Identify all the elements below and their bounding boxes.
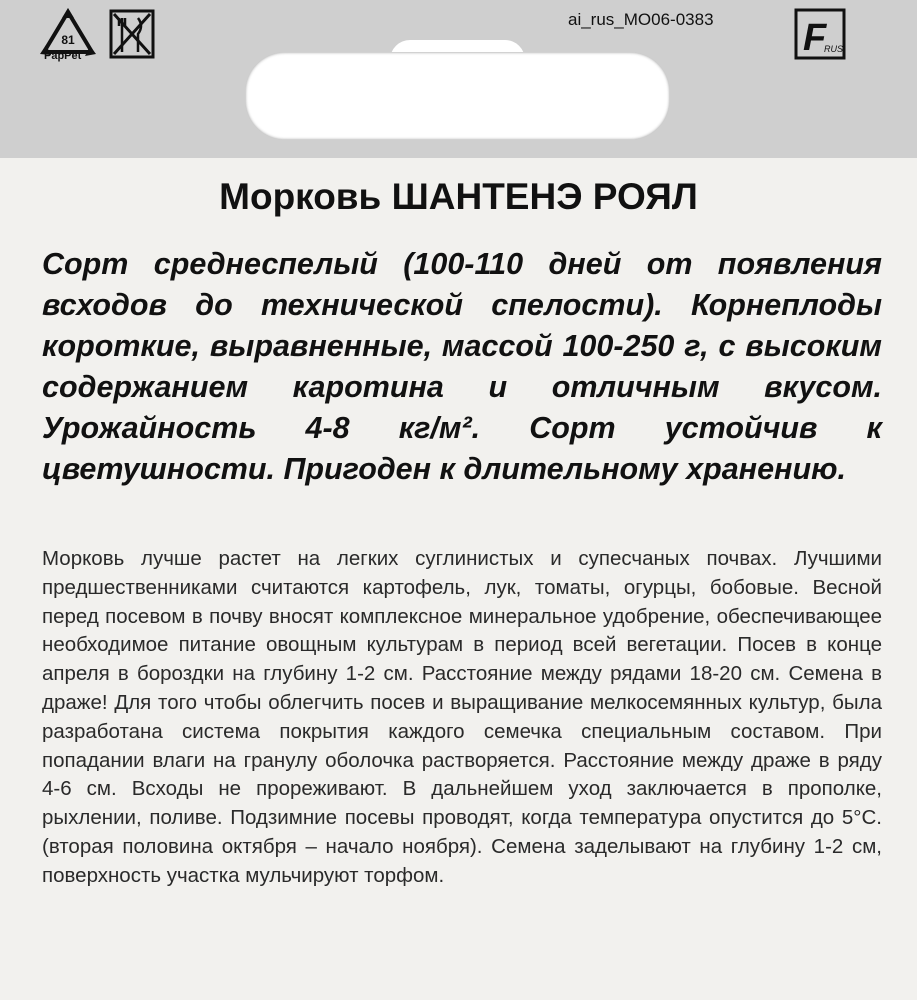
hang-hole-slot	[245, 52, 670, 140]
not-food-safe-icon	[108, 8, 156, 60]
growing-instructions: Морковь лучше растет на легких суглинистых и супесчаных почвах. Лучшими предшественниками считаются картофель, лук, томаты, огурцы, бобовые. Весной перед посевом в почву вносят комплексное минеральное удобрение, обеспечивающее необходимое питание овощным культурам в период всей вегетации. Посев в конце апреля в бороздки на глубину 1-2 см. Расстояние между рядами 18-20 см. Семена в драже! Для того чтобы облегчить посев и выращивание мелкосемянных культур, была разработана система покрытия каждого семечка специальным составом. При попадании влаги на гранулу оболочка растворяется. Расстояние между драже в ряду 4-6 см. Всходы не прореживают. В дальнейшем уход заключается в прополке, рыхлении, поливе. Подзимние посевы проводят, когда температура опустится до 5°С. (вторая половина октября – начало ноября). Семена заделывают на глубину 1-2 см, поверхность участка мульчируют торфом.	[42, 547, 882, 887]
f-rus-badge	[794, 8, 846, 60]
recycle-code: 81	[61, 33, 75, 47]
product-code: ai_rus_MO06-0383	[568, 10, 714, 29]
product-title: Морковь ШАНТЕНЭ РОЯЛ	[219, 176, 698, 217]
variety-description: Сорт среднеспелый (100-110 дней от появления всходов до технической спелости). Корнеплоды короткие, выравненные, массой 100-250 г, с высоким содержанием каротина и отличным вкусом. Урожайность 4-8 кг/м². Сорт устойчив к цветушности. Пригоден к длительному хранению.	[42, 247, 882, 486]
recycle-icon	[38, 8, 98, 74]
recycle-label: PapPet	[44, 50, 82, 62]
badge-sub: RUS	[824, 44, 844, 54]
badge-letter: F	[803, 17, 827, 59]
